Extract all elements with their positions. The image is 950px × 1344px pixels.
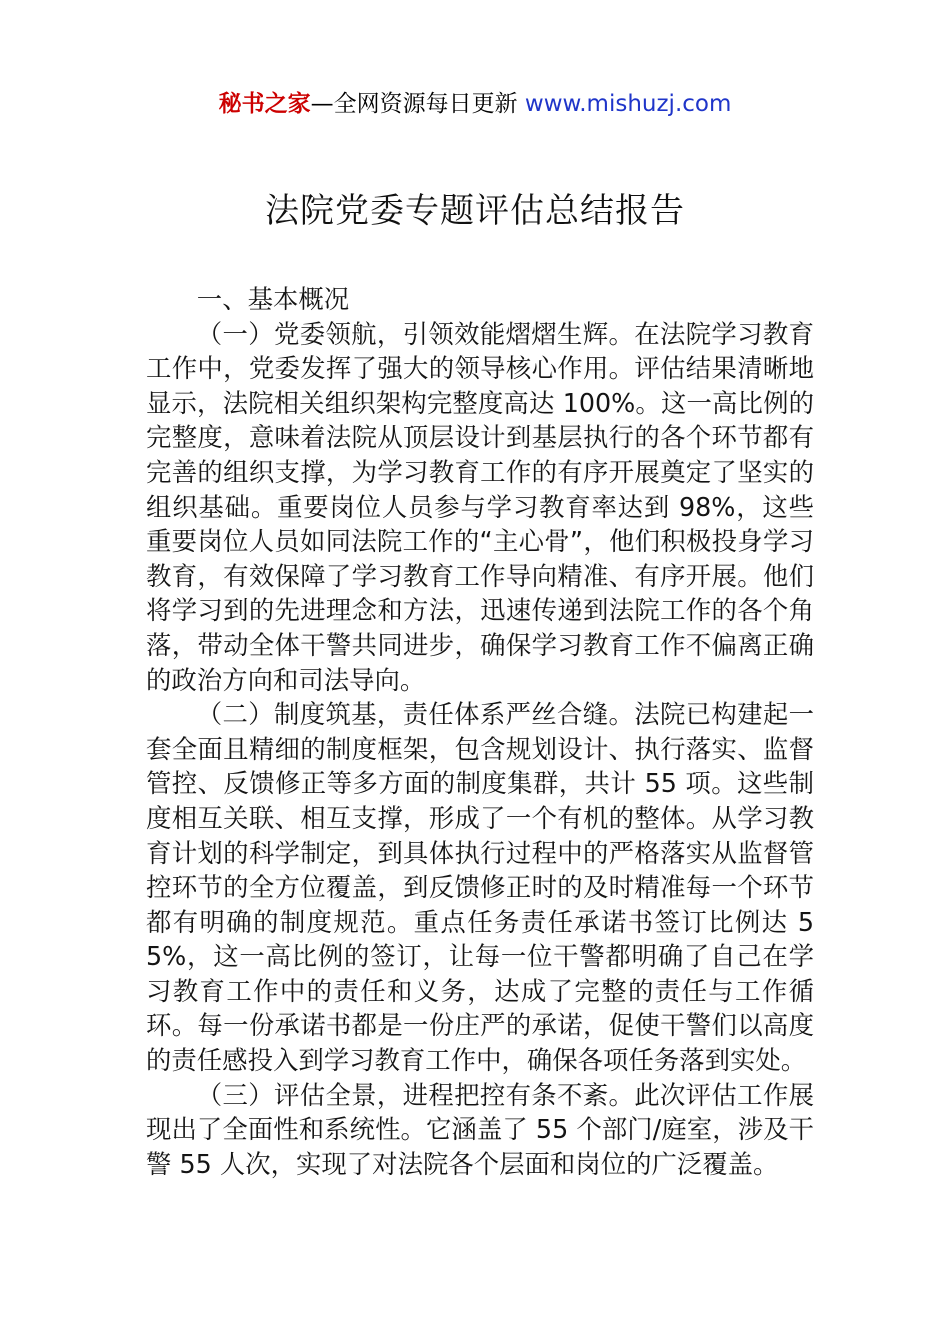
document-body bbox=[146, 282, 814, 1181]
section-heading: 一、基本概况 bbox=[196, 284, 350, 314]
paragraph: （一）党委领航，引领效能熠熠生辉。在法院学习教育工作中，党委发挥了强大的领导核心作用。评估结果清晰地显示，法院相关组织架构完整度高达 100%。这一高比例的完整度，意味着法院从顶层设计到基层执行的各个环节都有完善的组织支撑，为学习教育工作的有序开展奠定了坚实的组织基础。重要岗位人员参与学习教育率达到 98%，这些重要岗位人员如同法院工作的“主心骨”，他们积极投身学习教育，有效保障了学习教育工作导向精准、有序开展。他们将学习到的先进理念和方法，迅速传递到法院工作的各个角落，带动全体干警共同进步，确保学习教育工作不偏离正确的政治方向和司法导向。 bbox=[146, 318, 814, 695]
site-url-link[interactable]: www.mishuzj.com bbox=[524, 91, 732, 117]
document-title: 法院党委专题评估总结报告 bbox=[265, 191, 685, 231]
paragraph: （三）评估全景，进程把控有条不紊。此次评估工作展现出了全面性和系统性。它涵盖了 55 个部门/庭室，涉及干警 55 人次，实现了对法院各个层面和岗位的广泛覆盖。 bbox=[146, 1079, 814, 1179]
site-tagline: —全网资源每日更新 bbox=[310, 91, 525, 117]
site-brand: 秘书之家 bbox=[218, 91, 311, 117]
site-header bbox=[0, 86, 950, 122]
paragraph: （二）制度筑基，责任体系严丝合缝。法院已构建起一套全面且精细的制度框架，包含规划设计、执行落实、监督管控、反馈修正等多方面的制度集群，共计 55 项。这些制度相互关联、相互支撑，形成了一个有机的整体。从学习教育计划的科学制定，到具体执行过程中的严格落实从监督管控环节的全方位覆盖，到反馈修正时的及时精准每一个环节都有明确的制度规范。重点任务责任承诺书签订比例达 55%，这一高比例的签订，让每一位干警都明确了自己在学习教育工作中的责任和义务，达成了完整的责任与工作循环。每一份承诺书都是一份庄严的承诺，促使干警们以高度的责任感投入到学习教育工作中，确保各项任务落到实处。 bbox=[146, 699, 814, 1076]
